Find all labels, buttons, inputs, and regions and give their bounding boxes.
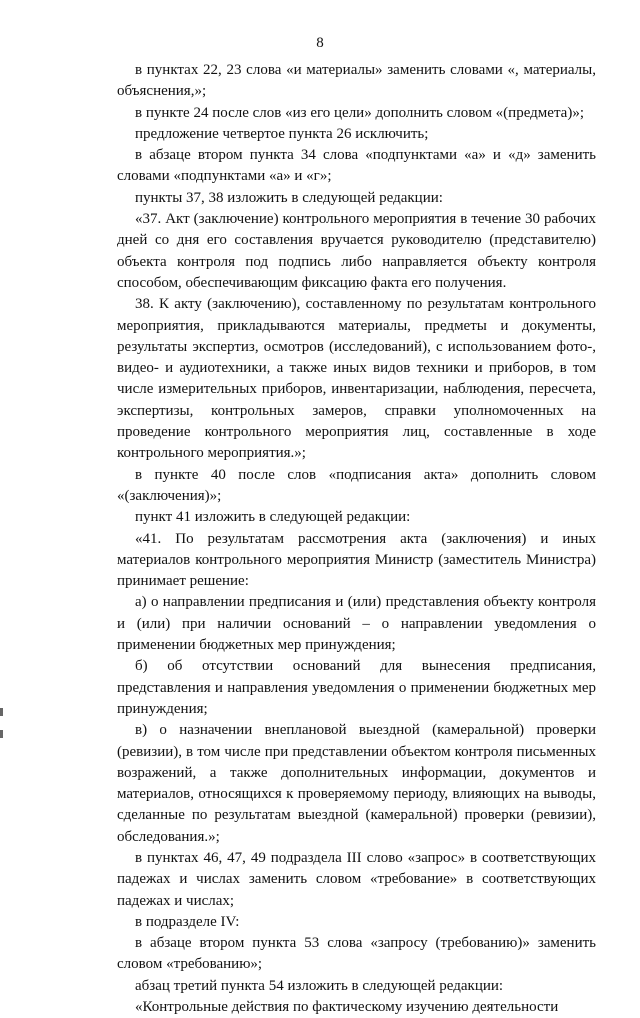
- paragraph: «41. По результатам рассмотрения акта (заключения) и иных материалов контрольного мероприятия Министр (заместитель Министра) принимает решение:: [117, 530, 596, 590]
- paragraph: в пунктах 46, 47, 49 подраздела III слово «запрос» в соответствующих падежах и числах заменить словом «требование» в соответствующих падежах и числах;: [117, 849, 596, 909]
- paragraph: в пункте 40 после слов «подписания акта» дополнить словом «(заключения)»;: [117, 466, 596, 504]
- margin-scan-mark: [0, 708, 3, 716]
- paragraph: пункты 37, 38 изложить в следующей редакции:: [135, 189, 443, 206]
- document-body: [117, 60, 596, 1018]
- paragraph: предложение четвертое пункта 26 исключить;: [135, 125, 429, 142]
- paragraph: в) о назначении внеплановой выездной (камеральной) проверки (ревизии), в том числе при представлении объектом контроля письменных возражений, а также дополнительных информации, документов и материалов, относящихся к проверяемому периоду, влияющих на выводы, сделанные по результатам выездной (камеральной) проверки (ревизии), обследования.»;: [117, 722, 596, 845]
- paragraph: «Контрольные действия по фактическому изучению деятельности: [135, 999, 559, 1016]
- paragraph: в пунктах 22, 23 слова «и материалы» заменить словами «, материалы, объяснения,»;: [117, 62, 596, 100]
- paragraph: в подразделе IV:: [135, 913, 240, 930]
- paragraph: «37. Акт (заключение) контрольного мероприятия в течение 30 рабочих дней со дня его составления вручается руководителю (представителю) объекта контроля под подпись либо направляется объекту контроля способом, обеспечивающим фиксацию факта его получения.: [117, 211, 596, 291]
- paragraph: б) об отсутствии оснований для вынесения предписания, представления и направления уведомления о применении бюджетных мер принуждения;: [117, 658, 596, 717]
- paragraph: в пункте 24 после слов «из его цели» дополнить словом «(предмета)»;: [135, 104, 585, 121]
- paragraph: в абзаце втором пункта 53 слова «запросу (требованию)» заменить словом «требованию»;: [117, 935, 596, 973]
- page-number: 8: [316, 35, 324, 51]
- paragraph: 38. К акту (заключению), составленному по результатам контрольного мероприятия, прикладываются материалы, предметы и документы, результаты экспертиз, осмотров (исследований), с использованием фото-, видео- и аудиотехники, а также иных видов техники и приборов, в том числе измерительных приборов, инвентаризации, наблюдения, пересчета, экспертизы, контрольных замеров, справки уполномоченных на проведение контрольного мероприятия лиц, составленные в ходе контрольного мероприятия.»;: [117, 296, 596, 462]
- paragraph: пункт 41 изложить в следующей редакции:: [135, 509, 411, 526]
- paragraph: в абзаце втором пункта 34 слова «подпунктами «а» и «д» заменить словами «подпунктами «а» и «г»;: [117, 147, 596, 185]
- paragraph: а) о направлении предписания и (или) представления объекту контроля и (или) при наличии оснований – о направлении уведомления о применении бюджетных мер принуждения;: [117, 594, 596, 654]
- paragraph: абзац третий пункта 54 изложить в следующей редакции:: [135, 977, 504, 994]
- margin-scan-mark: [0, 730, 3, 738]
